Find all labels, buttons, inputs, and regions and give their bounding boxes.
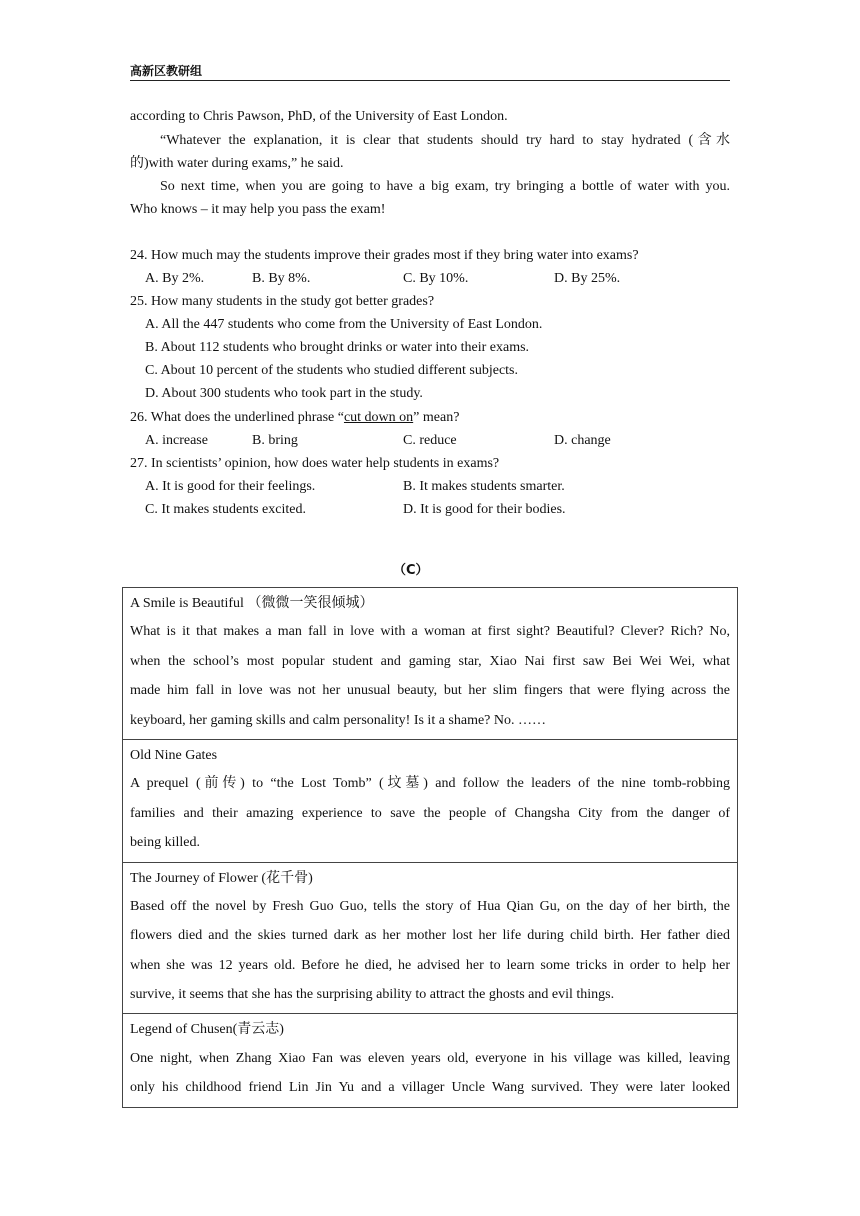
q26-option-b: B. bring bbox=[252, 433, 298, 448]
book-title: Legend of Chusen(青云志) bbox=[130, 1022, 284, 1038]
underlined-phrase: cut down on bbox=[343, 410, 414, 425]
book-cell bbox=[123, 588, 738, 740]
book-line: keyboard, her gaming skills and calm personality! Is it a shame? No. …… bbox=[130, 712, 547, 728]
header-org: 高新区教研组 bbox=[130, 64, 203, 78]
book-title: A Smile is Beautiful （微微一笑很倾城） bbox=[130, 596, 374, 611]
q27-option-c: C. It makes students excited. bbox=[145, 502, 306, 517]
passage-line: 的)with water during exams,” he said. bbox=[130, 156, 344, 171]
book-line: when the school’s most popular student and gaming star, Xiao Nai first saw Bei Wei Wei, what bbox=[130, 653, 730, 669]
q26-option-a: A. increase bbox=[145, 433, 208, 448]
q25-option-b: B. About 112 students who brought drinks or water into their exams. bbox=[145, 340, 530, 355]
table-row bbox=[123, 862, 738, 1014]
q24-option-a: A. By 2%. bbox=[145, 271, 205, 286]
book-line: What is it that makes a man fall in love with a woman at first sight? Beautiful? Clever? Rich? No, bbox=[130, 624, 730, 640]
book-cell bbox=[123, 1014, 738, 1107]
book-line: when she was 12 years old. Before he died, he advised her to learn some tricks in order to help her bbox=[130, 957, 730, 973]
q24-option-d: D. By 25%. bbox=[554, 271, 621, 286]
passage-line: “Whatever the explanation, it is clear that students should try hard to stay hydrated (含水 bbox=[160, 133, 730, 148]
book-line: being killed. bbox=[130, 835, 200, 851]
passage-line: Who knows – it may help you pass the exam! bbox=[130, 202, 386, 217]
book-cell bbox=[123, 862, 738, 1014]
book-title: The Journey of Flower (花千骨) bbox=[130, 870, 313, 886]
q26-stem-post: ” mean? bbox=[413, 410, 460, 425]
q25-option-d: D. About 300 students who took part in the study. bbox=[145, 386, 423, 401]
q25-option-c: C. About 10 percent of the students who studied different subjects. bbox=[145, 363, 519, 378]
q25-option-a: A. All the 447 students who come from the University of East London. bbox=[145, 317, 543, 332]
book-title: Old Nine Gates bbox=[130, 747, 218, 763]
book-line: One night, when Zhang Xiao Fan was eleven years old, everyone in his village was killed, leaving bbox=[130, 1050, 730, 1066]
book-line: made him fall in love was not her unusual beauty, but her slim fingers that were flying across the bbox=[130, 683, 730, 699]
q27-option-d: D. It is good for their bodies. bbox=[403, 502, 566, 517]
q24-option-b: B. By 8%. bbox=[252, 271, 311, 286]
table-row bbox=[123, 1014, 738, 1107]
section-c-label: （C） bbox=[393, 563, 429, 578]
book-line: families and their amazing experience to save the people of Changsha City from the danger of bbox=[130, 805, 730, 821]
q26-option-d: D. change bbox=[554, 433, 611, 448]
book-line: A prequel (前传) to “the Lost Tomb” (坟墓) and follow the leaders of the nine tomb-robbing bbox=[130, 776, 730, 792]
book-line: survive, it seems that she has the surprising ability to attract the ghosts and evil things. bbox=[130, 987, 615, 1003]
book-line: only his childhood friend Lin Jin Yu and a villager Uncle Wang survived. They were later looked bbox=[130, 1080, 730, 1096]
question-27-stem: 27. In scientists’ opinion, how does water help students in exams? bbox=[130, 456, 500, 471]
book-line: flowers died and the skies turned dark as her mother lost her life during child birth. Her father died bbox=[130, 928, 730, 944]
q27-option-b: B. It makes students smarter. bbox=[403, 479, 565, 494]
book-table bbox=[122, 587, 738, 1108]
book-line: Based off the novel by Fresh Guo Guo, tells the story of Hua Qian Gu, on the day of her birth, the bbox=[130, 898, 730, 914]
question-26-stem bbox=[130, 408, 730, 428]
page-header bbox=[130, 62, 730, 81]
question-24-stem: 24. How much may the students improve their grades most if they bring water into exams? bbox=[130, 248, 639, 263]
question-25-stem: 25. How many students in the study got better grades? bbox=[130, 294, 435, 309]
passage-line: according to Chris Pawson, PhD, of the University of East London. bbox=[130, 109, 508, 124]
table-row bbox=[123, 588, 738, 740]
passage-line: So next time, when you are going to have a big exam, try bringing a bottle of water with you. bbox=[160, 179, 730, 194]
book-cell bbox=[123, 739, 738, 862]
q24-option-c: C. By 10%. bbox=[403, 271, 469, 286]
q27-option-a: A. It is good for their feelings. bbox=[145, 479, 316, 494]
table-row bbox=[123, 739, 738, 862]
q26-option-c: C. reduce bbox=[403, 433, 457, 448]
q26-stem-pre: 26. What does the underlined phrase “ bbox=[130, 410, 344, 425]
